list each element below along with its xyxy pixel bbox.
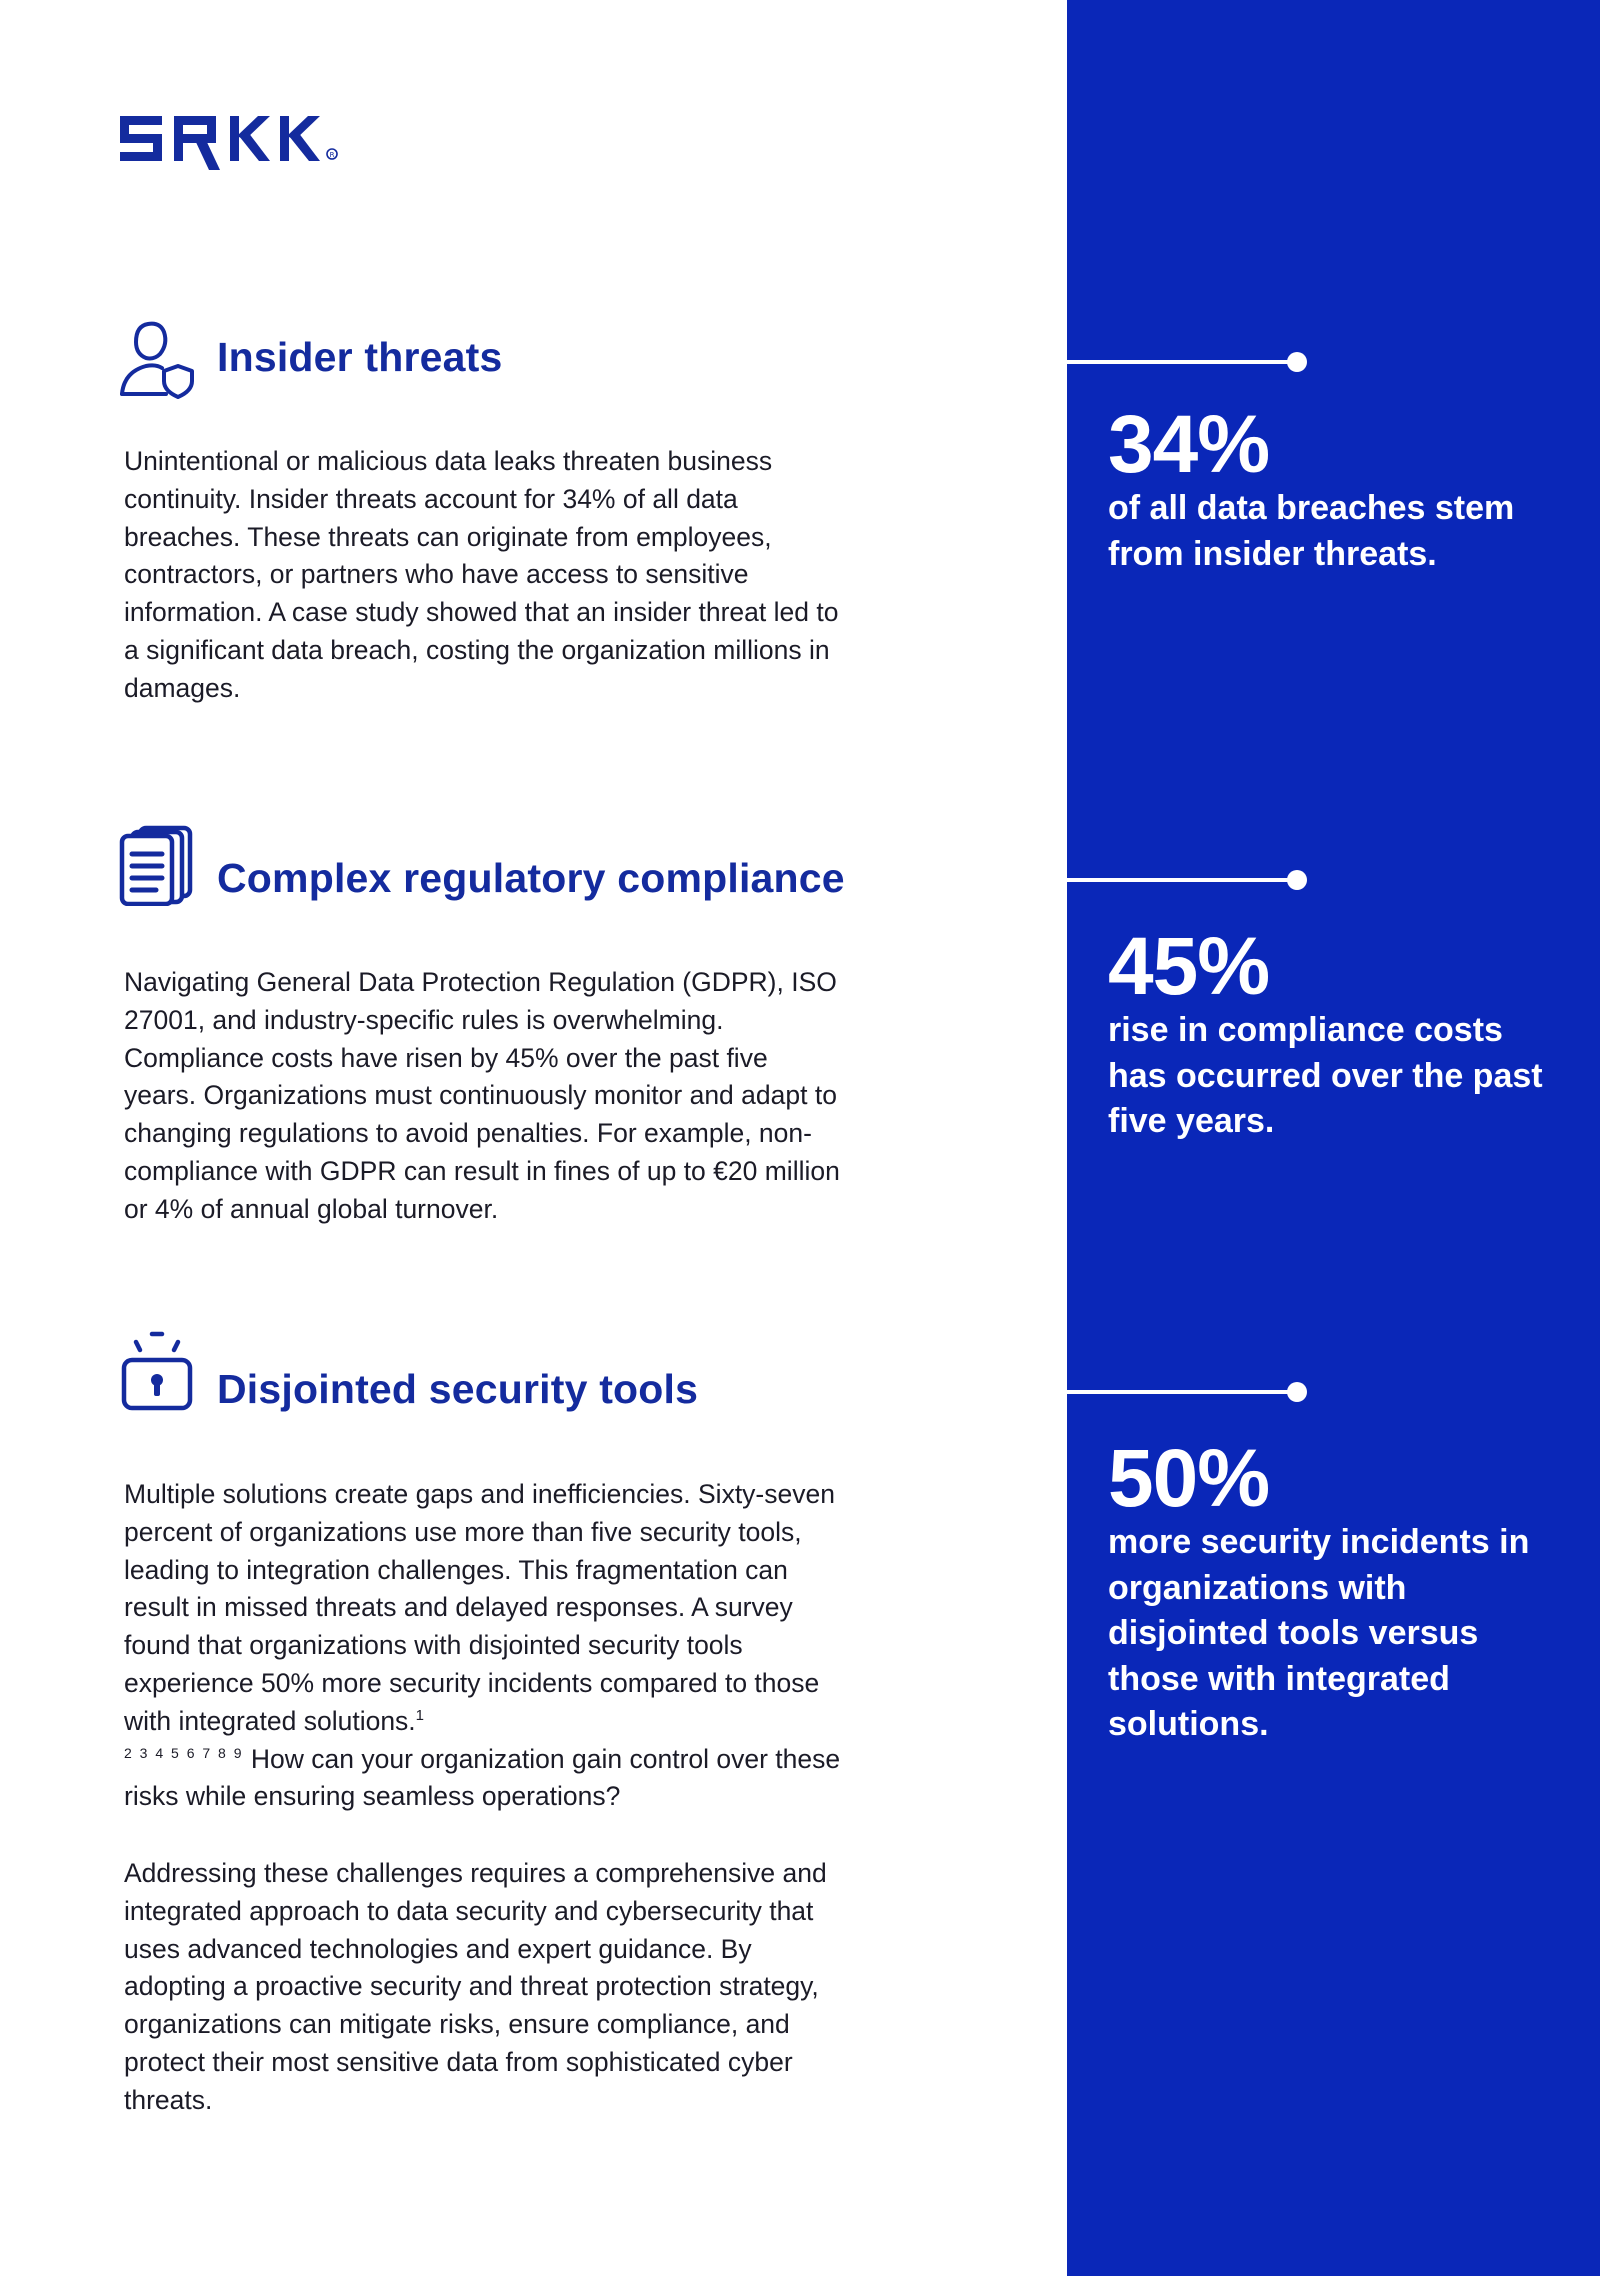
- body-main-text: Multiple solutions create gaps and inefficiencies. Sixty-seven percent of organizations use more than five security tools, leading to integration challenges. This fragmentation can result in missed threats and delayed responses. A survey found that organizations with disjointed security tools experience 50% more security incidents compared to those with integrated solutions.: [124, 1479, 835, 1736]
- section-body-disjointed-tools: [124, 1476, 844, 1816]
- stat-desc-3: more security incidents in organizations with disjointed tools versus those with integrated solutions.: [1108, 1523, 1530, 1743]
- footnote-markers: 2 3 4 5 6 7 8 9: [124, 1744, 244, 1761]
- svg-text:R: R: [329, 151, 335, 159]
- section-title-disjointed-tools: Disjointed security tools: [217, 1366, 699, 1412]
- stat-value-3: 50%: [1108, 1433, 1270, 1524]
- broken-padlock-icon: [118, 1330, 200, 1412]
- stat-desc-2: rise in compliance costs has occurred over the past five years.: [1108, 1011, 1543, 1140]
- stat-value-1: 34%: [1108, 399, 1270, 490]
- user-shield-icon: [118, 318, 200, 400]
- stat-desc-1: of all data breaches stem from insider threats.: [1108, 489, 1515, 573]
- footnote-1: 1: [415, 1706, 425, 1724]
- connector-line-2: [1067, 870, 1300, 890]
- section-title-compliance: Complex regulatory compliance: [217, 855, 845, 901]
- closing-paragraph: Addressing these challenges requires a comprehensive and integrated approach to data security and cybersecurity that uses advanced technologies and expert guidance. By adopting a proactive security and threat protection strategy, organizations can mitigate risks, ensure compliance, and protect their most sensitive data from sophisticated cyber threats.: [124, 1858, 827, 2115]
- body-end-text: How can your organization gain control over these risks while ensuring seamless operations?: [124, 1743, 841, 1812]
- connector-line-3: [1067, 1382, 1300, 1402]
- srkk-logo: [118, 108, 350, 172]
- section-body-insider-threats: Unintentional or malicious data leaks threaten business continuity. Insider threats account for 34% of all data breaches. These threats can originate from employees, contractors, or partners who have access to sensitive information. A case study showed that an insider threat led to a significant data breach, costing the organization millions in damages.: [124, 446, 839, 703]
- connector-line-1: [1067, 352, 1300, 372]
- documents-icon: [118, 824, 200, 906]
- section-title-insider-threats: Insider threats: [217, 334, 503, 380]
- stat-value-2: 45%: [1108, 921, 1270, 1012]
- section-body-compliance: Navigating General Data Protection Regulation (GDPR), ISO 27001, and industry-specific rules is overwhelming. Compliance costs have risen by 45% over the past five years. Organizations must continuously monitor and adapt to changing regulations to avoid penalties. For example, non-compliance with GDPR can result in fines of up to €20 million or 4% of annual global turnover.: [124, 967, 840, 1224]
